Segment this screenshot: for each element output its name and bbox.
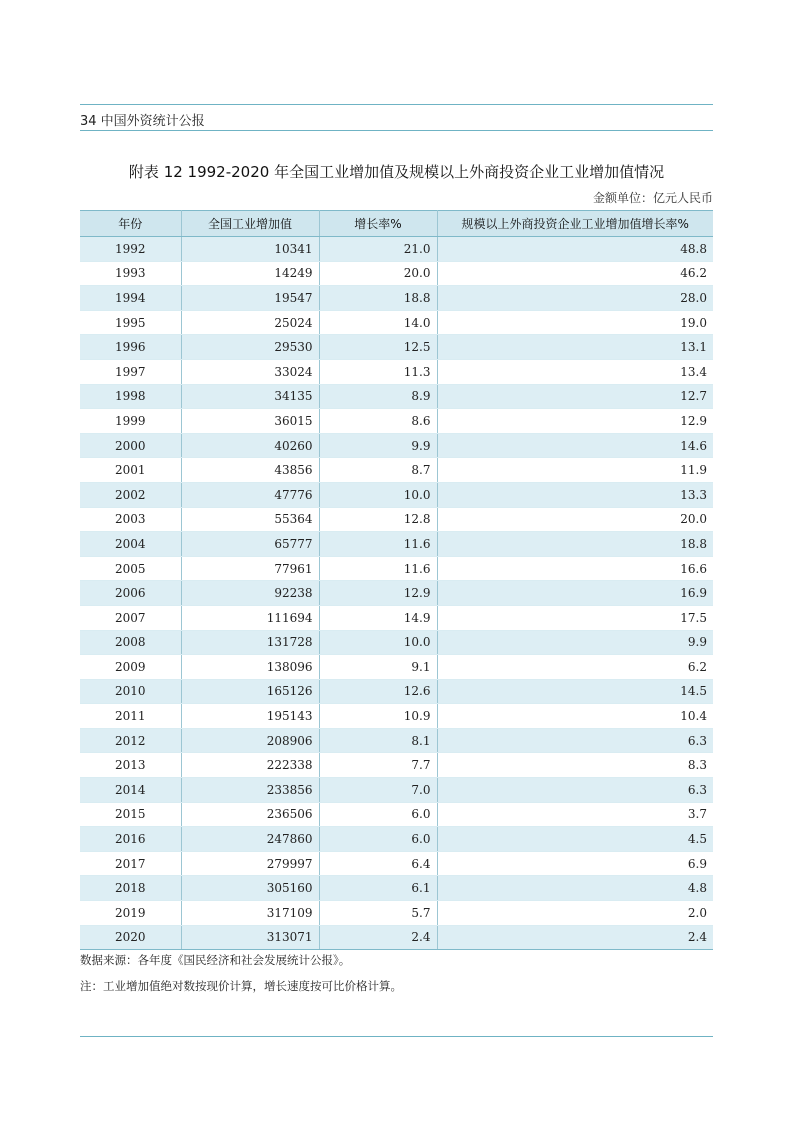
cell-growth: 6.0	[319, 802, 437, 827]
table-row	[80, 482, 713, 507]
header-rule-bottom	[80, 130, 713, 131]
cell-value-added: 36015	[181, 409, 319, 434]
cell-fie-growth: 28.0	[437, 286, 713, 311]
cell-year: 2010	[80, 679, 181, 704]
cell-year: 2016	[80, 827, 181, 852]
table-row	[80, 335, 713, 360]
cell-growth: 12.6	[319, 679, 437, 704]
cell-growth: 11.3	[319, 359, 437, 384]
cell-fie-growth: 18.8	[437, 532, 713, 557]
table-row	[80, 310, 713, 335]
cell-fie-growth: 13.3	[437, 482, 713, 507]
cell-value-added: 165126	[181, 679, 319, 704]
cell-fie-growth: 46.2	[437, 261, 713, 286]
table-title: 附表 12 1992-2020 年全国工业增加值及规模以上外商投资企业工业增加值情况	[128, 163, 665, 181]
table-row	[80, 876, 713, 901]
cell-fie-growth: 19.0	[437, 310, 713, 335]
cell-year: 2013	[80, 753, 181, 778]
cell-value-added: 236506	[181, 802, 319, 827]
cell-value-added: 195143	[181, 704, 319, 729]
table-row	[80, 581, 713, 606]
cell-fie-growth: 6.9	[437, 851, 713, 876]
cell-value-added: 77961	[181, 556, 319, 581]
cell-value-added: 222338	[181, 753, 319, 778]
table-row	[80, 827, 713, 852]
table-row	[80, 507, 713, 532]
source-note: 数据来源：各年度《国民经济和社会发展统计公报》。	[80, 953, 351, 967]
cell-growth: 12.9	[319, 581, 437, 606]
running-head: 34 中国外资统计公报	[80, 114, 205, 129]
cell-fie-growth: 6.2	[437, 655, 713, 680]
cell-value-added: 65777	[181, 532, 319, 557]
footer-rule	[80, 1036, 713, 1037]
cell-growth: 7.7	[319, 753, 437, 778]
cell-value-added: 279997	[181, 851, 319, 876]
table-row	[80, 532, 713, 557]
cell-growth: 2.4	[319, 925, 437, 950]
cell-year: 2002	[80, 482, 181, 507]
cell-year: 2014	[80, 778, 181, 803]
cell-fie-growth: 10.4	[437, 704, 713, 729]
cell-fie-growth: 11.9	[437, 458, 713, 483]
cell-year: 2017	[80, 851, 181, 876]
table-row	[80, 433, 713, 458]
table-row	[80, 901, 713, 926]
cell-value-added: 313071	[181, 925, 319, 950]
cell-fie-growth: 4.5	[437, 827, 713, 852]
table-body	[80, 237, 713, 950]
cell-year: 2007	[80, 605, 181, 630]
cell-value-added: 40260	[181, 433, 319, 458]
cell-fie-growth: 16.9	[437, 581, 713, 606]
cell-year: 1993	[80, 261, 181, 286]
cell-fie-growth: 14.5	[437, 679, 713, 704]
cell-growth: 11.6	[319, 532, 437, 557]
column-header-year: 年份	[80, 211, 181, 237]
cell-year: 2004	[80, 532, 181, 557]
cell-year: 2020	[80, 925, 181, 950]
cell-year: 2003	[80, 507, 181, 532]
cell-value-added: 14249	[181, 261, 319, 286]
cell-year: 2006	[80, 581, 181, 606]
cell-growth: 6.4	[319, 851, 437, 876]
cell-value-added: 10341	[181, 237, 319, 262]
cell-year: 2015	[80, 802, 181, 827]
cell-year: 2009	[80, 655, 181, 680]
cell-growth: 9.1	[319, 655, 437, 680]
data-table	[80, 210, 713, 950]
table-row	[80, 851, 713, 876]
cell-fie-growth: 13.1	[437, 335, 713, 360]
cell-growth: 12.8	[319, 507, 437, 532]
table-row	[80, 630, 713, 655]
table-row	[80, 704, 713, 729]
cell-value-added: 55364	[181, 507, 319, 532]
column-header-fie-growth: 规模以上外商投资企业工业增加值增长率%	[437, 211, 713, 237]
cell-fie-growth: 4.8	[437, 876, 713, 901]
cell-value-added: 233856	[181, 778, 319, 803]
remark-note: 注：工业增加值绝对数按现价计算，增长速度按可比价格计算。	[80, 979, 402, 993]
cell-fie-growth: 8.3	[437, 753, 713, 778]
cell-growth: 14.9	[319, 605, 437, 630]
cell-value-added: 208906	[181, 728, 319, 753]
cell-value-added: 34135	[181, 384, 319, 409]
cell-year: 1997	[80, 359, 181, 384]
unit-label: 金额单位：亿元人民币	[592, 191, 713, 205]
cell-value-added: 29530	[181, 335, 319, 360]
cell-year: 1994	[80, 286, 181, 311]
column-header-value-added: 全国工业增加值	[181, 211, 319, 237]
cell-growth: 7.0	[319, 778, 437, 803]
cell-fie-growth: 13.4	[437, 359, 713, 384]
table-row	[80, 384, 713, 409]
cell-growth: 9.9	[319, 433, 437, 458]
cell-fie-growth: 17.5	[437, 605, 713, 630]
cell-growth: 12.5	[319, 335, 437, 360]
cell-year: 1996	[80, 335, 181, 360]
cell-value-added: 111694	[181, 605, 319, 630]
cell-growth: 10.0	[319, 482, 437, 507]
cell-growth: 8.7	[319, 458, 437, 483]
cell-growth: 8.6	[319, 409, 437, 434]
cell-value-added: 25024	[181, 310, 319, 335]
table-row	[80, 778, 713, 803]
cell-fie-growth: 2.4	[437, 925, 713, 950]
cell-growth: 8.9	[319, 384, 437, 409]
cell-fie-growth: 2.0	[437, 901, 713, 926]
cell-value-added: 92238	[181, 581, 319, 606]
cell-fie-growth: 14.6	[437, 433, 713, 458]
cell-year: 2008	[80, 630, 181, 655]
table-row	[80, 359, 713, 384]
cell-fie-growth: 6.3	[437, 728, 713, 753]
cell-fie-growth: 12.9	[437, 409, 713, 434]
cell-year: 1995	[80, 310, 181, 335]
cell-value-added: 43856	[181, 458, 319, 483]
table-row	[80, 679, 713, 704]
cell-value-added: 131728	[181, 630, 319, 655]
cell-growth: 5.7	[319, 901, 437, 926]
cell-value-added: 305160	[181, 876, 319, 901]
table-row	[80, 802, 713, 827]
cell-growth: 8.1	[319, 728, 437, 753]
table-row	[80, 655, 713, 680]
cell-value-added: 19547	[181, 286, 319, 311]
cell-fie-growth: 20.0	[437, 507, 713, 532]
cell-growth: 14.0	[319, 310, 437, 335]
cell-value-added: 247860	[181, 827, 319, 852]
cell-growth: 10.0	[319, 630, 437, 655]
table-row	[80, 458, 713, 483]
column-header-growth: 增长率%	[319, 211, 437, 237]
cell-value-added: 317109	[181, 901, 319, 926]
cell-year: 2005	[80, 556, 181, 581]
cell-year: 1998	[80, 384, 181, 409]
cell-year: 2001	[80, 458, 181, 483]
cell-fie-growth: 3.7	[437, 802, 713, 827]
table-header-row	[80, 211, 713, 237]
table-row	[80, 237, 713, 262]
table-row	[80, 556, 713, 581]
cell-year: 2000	[80, 433, 181, 458]
header-rule-top	[80, 104, 713, 105]
cell-growth: 6.0	[319, 827, 437, 852]
table-row	[80, 753, 713, 778]
cell-growth: 21.0	[319, 237, 437, 262]
cell-year: 1999	[80, 409, 181, 434]
cell-growth: 18.8	[319, 286, 437, 311]
cell-fie-growth: 48.8	[437, 237, 713, 262]
cell-value-added: 33024	[181, 359, 319, 384]
cell-growth: 10.9	[319, 704, 437, 729]
cell-growth: 20.0	[319, 261, 437, 286]
table-row	[80, 409, 713, 434]
cell-growth: 6.1	[319, 876, 437, 901]
cell-year: 2019	[80, 901, 181, 926]
cell-growth: 11.6	[319, 556, 437, 581]
cell-fie-growth: 16.6	[437, 556, 713, 581]
cell-fie-growth: 6.3	[437, 778, 713, 803]
table-row	[80, 286, 713, 311]
table-row	[80, 925, 713, 950]
table-row	[80, 261, 713, 286]
cell-year: 2011	[80, 704, 181, 729]
cell-year: 2012	[80, 728, 181, 753]
cell-year: 2018	[80, 876, 181, 901]
cell-year: 1992	[80, 237, 181, 262]
table-row	[80, 605, 713, 630]
cell-value-added: 138096	[181, 655, 319, 680]
table-row	[80, 728, 713, 753]
cell-fie-growth: 12.7	[437, 384, 713, 409]
cell-fie-growth: 9.9	[437, 630, 713, 655]
cell-value-added: 47776	[181, 482, 319, 507]
